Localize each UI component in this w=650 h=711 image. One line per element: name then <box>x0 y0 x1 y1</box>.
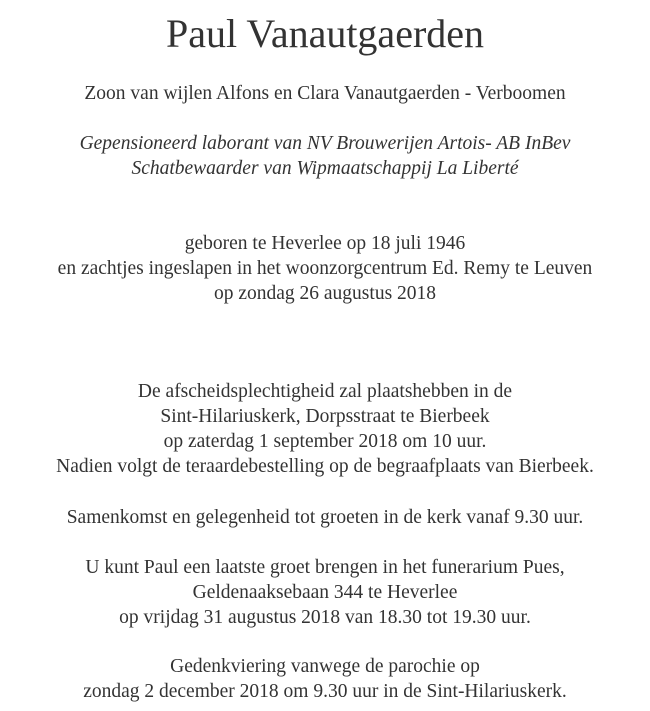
passing-line: en zachtjes ingeslapen in het woonzorgcentrum Ed. Remy te Leuven <box>57 258 593 279</box>
parents-line: Zoon van wijlen Alfons en Clara Vanautgaerden - Verboomen <box>84 83 566 104</box>
funeral-line-3: op zaterdag 1 september 2018 om 10 uur. <box>163 431 487 452</box>
gathering-line: Samenkomst en gelegenheid tot groeten in de kerk vanaf 9.30 uur. <box>66 507 584 528</box>
death-date-line: op zondag 26 augustus 2018 <box>213 283 437 304</box>
funeral-line-1: De afscheidsplechtigheid zal plaatshebben in de <box>137 381 513 402</box>
funeral-line-4: Nadien volgt de teraardebestelling op de begraafplaats van Bierbeek. <box>56 456 594 477</box>
commemoration-line-1: Gedenkviering vanwege de parochie op <box>170 656 480 677</box>
funerarium-line-3: op vrijdag 31 augustus 2018 van 18.30 tot 19.30 uur. <box>119 607 531 628</box>
career-line-2: Schatbewaarder van Wipmaatschappij La Liberté <box>131 158 519 179</box>
birth-line: geboren te Heverlee op 18 juli 1946 <box>184 233 466 254</box>
funeral-line-2: Sint-Hilariuskerk, Dorpsstraat te Bierbeek <box>160 406 490 427</box>
commemoration-line-2: zondag 2 december 2018 om 9.30 uur in de Sint-Hilariuskerk. <box>83 681 567 702</box>
deceased-name: Paul Vanautgaerden <box>165 11 485 56</box>
career-line-1: Gepensioneerd laborant van NV Brouwerijen Artois- AB InBev <box>79 133 571 154</box>
funerarium-line-1: U kunt Paul een laatste groet brengen in het funerarium Pues, <box>85 557 565 578</box>
funerarium-line-2: Geldenaaksebaan 344 te Heverlee <box>192 582 458 603</box>
